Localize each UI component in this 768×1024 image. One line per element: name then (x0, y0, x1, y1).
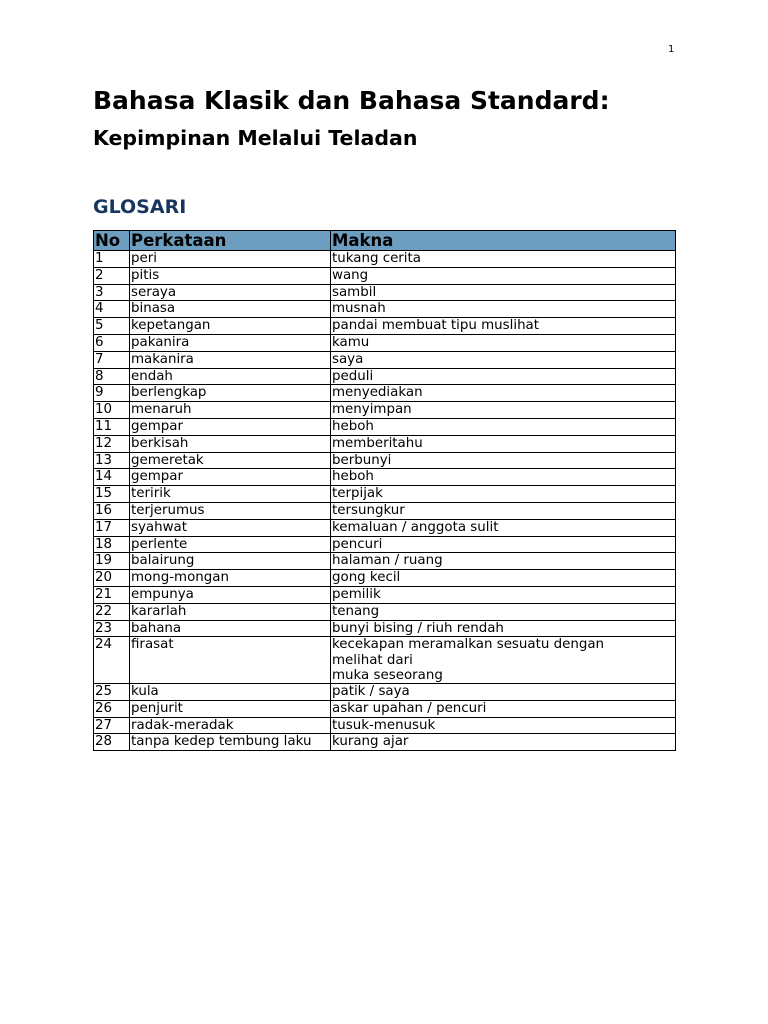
meaning-cell: tusuk-menusuk (331, 717, 676, 734)
meaning-cell: sambil (331, 284, 676, 301)
table-row (94, 301, 676, 318)
row-number-cell: 27 (94, 717, 130, 734)
table-row (94, 402, 676, 419)
table-row (94, 318, 676, 335)
table-row (94, 351, 676, 368)
meaning-cell: berbunyi (331, 452, 676, 469)
row-number-cell: 16 (94, 502, 130, 519)
word-cell: makanira (130, 351, 331, 368)
meaning-cell: heboh (331, 418, 676, 435)
table-row (94, 570, 676, 587)
word-cell: firasat (130, 637, 331, 684)
meaning-cell: saya (331, 351, 676, 368)
row-number-cell: 9 (94, 385, 130, 402)
word-cell: bahana (130, 620, 331, 637)
word-cell: berlengkap (130, 385, 331, 402)
meaning-cell: tenang (331, 603, 676, 620)
row-number-cell: 13 (94, 452, 130, 469)
row-number-cell: 21 (94, 586, 130, 603)
word-cell: radak-meradak (130, 717, 331, 734)
row-number-cell: 5 (94, 318, 130, 335)
table-row (94, 586, 676, 603)
meaning-cell: terpijak (331, 486, 676, 503)
meaning-cell: tukang cerita (331, 251, 676, 268)
table-row (94, 683, 676, 700)
word-cell: gemeretak (130, 452, 331, 469)
word-cell: penjurit (130, 700, 331, 717)
table-row (94, 486, 676, 503)
word-cell: binasa (130, 301, 331, 318)
table-row (94, 385, 676, 402)
row-number-cell: 3 (94, 284, 130, 301)
page-subtitle: Kepimpinan Melalui Teladan (93, 126, 418, 150)
table-row (94, 603, 676, 620)
table-row (94, 334, 676, 351)
row-number-cell: 19 (94, 553, 130, 570)
meaning-cell: kecekapan meramalkan sesuatu dengan melihat dari muka seseorang (331, 637, 676, 684)
table-row (94, 717, 676, 734)
row-number-cell: 22 (94, 603, 130, 620)
page-number: 1 (668, 44, 675, 55)
word-cell: peri (130, 251, 331, 268)
meaning-cell: kemaluan / anggota sulit (331, 519, 676, 536)
row-number-cell: 7 (94, 351, 130, 368)
section-heading-glosari: GLOSARI (93, 196, 187, 218)
table-row (94, 251, 676, 268)
row-number-cell: 18 (94, 536, 130, 553)
table-row (94, 435, 676, 452)
row-number-cell: 24 (94, 637, 130, 684)
table-row (94, 553, 676, 570)
meaning-cell: kamu (331, 334, 676, 351)
row-number-cell: 15 (94, 486, 130, 503)
meaning-cell: patik / saya (331, 683, 676, 700)
word-cell: mong-mongan (130, 570, 331, 587)
table-row (94, 452, 676, 469)
word-cell: perlente (130, 536, 331, 553)
word-cell: endah (130, 368, 331, 385)
word-cell: kararlah (130, 603, 331, 620)
table-row (94, 502, 676, 519)
word-cell: kula (130, 683, 331, 700)
word-cell: teririk (130, 486, 331, 503)
word-cell: terjerumus (130, 502, 331, 519)
table-row (94, 469, 676, 486)
table-row (94, 734, 676, 751)
table-row (94, 620, 676, 637)
table-body (94, 251, 676, 751)
word-cell: empunya (130, 586, 331, 603)
word-cell: gempar (130, 418, 331, 435)
meaning-cell: bunyi bising / riuh rendah (331, 620, 676, 637)
row-number-cell: 8 (94, 368, 130, 385)
meaning-cell: askar upahan / pencuri (331, 700, 676, 717)
row-number-cell: 14 (94, 469, 130, 486)
row-number-cell: 28 (94, 734, 130, 751)
meaning-cell: tersungkur (331, 502, 676, 519)
column-header-no: No (94, 231, 130, 251)
column-header-makna: Makna (331, 231, 676, 251)
meaning-cell: halaman / ruang (331, 553, 676, 570)
table-row (94, 284, 676, 301)
word-cell: gempar (130, 469, 331, 486)
table-row (94, 536, 676, 553)
word-cell: seraya (130, 284, 331, 301)
page-title: Bahasa Klasik dan Bahasa Standard: (93, 86, 610, 115)
row-number-cell: 11 (94, 418, 130, 435)
table-header-row (94, 231, 676, 251)
word-cell: pitis (130, 267, 331, 284)
table-row (94, 637, 676, 684)
table-row (94, 700, 676, 717)
word-cell: kepetangan (130, 318, 331, 335)
row-number-cell: 2 (94, 267, 130, 284)
row-number-cell: 1 (94, 251, 130, 268)
meaning-cell: menyediakan (331, 385, 676, 402)
row-number-cell: 20 (94, 570, 130, 587)
meaning-cell: wang (331, 267, 676, 284)
word-cell: berkisah (130, 435, 331, 452)
meaning-cell: musnah (331, 301, 676, 318)
table-row (94, 519, 676, 536)
meaning-cell: pencuri (331, 536, 676, 553)
meaning-cell: pemilik (331, 586, 676, 603)
row-number-cell: 26 (94, 700, 130, 717)
row-number-cell: 6 (94, 334, 130, 351)
row-number-cell: 10 (94, 402, 130, 419)
row-number-cell: 23 (94, 620, 130, 637)
meaning-cell: pandai membuat tipu muslihat (331, 318, 676, 335)
row-number-cell: 4 (94, 301, 130, 318)
meaning-cell: peduli (331, 368, 676, 385)
word-cell: tanpa kedep tembung laku (130, 734, 331, 751)
column-header-perkataan: Perkataan (130, 231, 331, 251)
meaning-cell: memberitahu (331, 435, 676, 452)
row-number-cell: 17 (94, 519, 130, 536)
word-cell: menaruh (130, 402, 331, 419)
meaning-cell: kurang ajar (331, 734, 676, 751)
glossary-table (93, 230, 676, 751)
meaning-cell: heboh (331, 469, 676, 486)
table-row (94, 368, 676, 385)
word-cell: syahwat (130, 519, 331, 536)
row-number-cell: 25 (94, 683, 130, 700)
row-number-cell: 12 (94, 435, 130, 452)
table-row (94, 267, 676, 284)
table-row (94, 418, 676, 435)
meaning-cell: gong kecil (331, 570, 676, 587)
word-cell: balairung (130, 553, 331, 570)
word-cell: pakanira (130, 334, 331, 351)
meaning-cell: menyimpan (331, 402, 676, 419)
